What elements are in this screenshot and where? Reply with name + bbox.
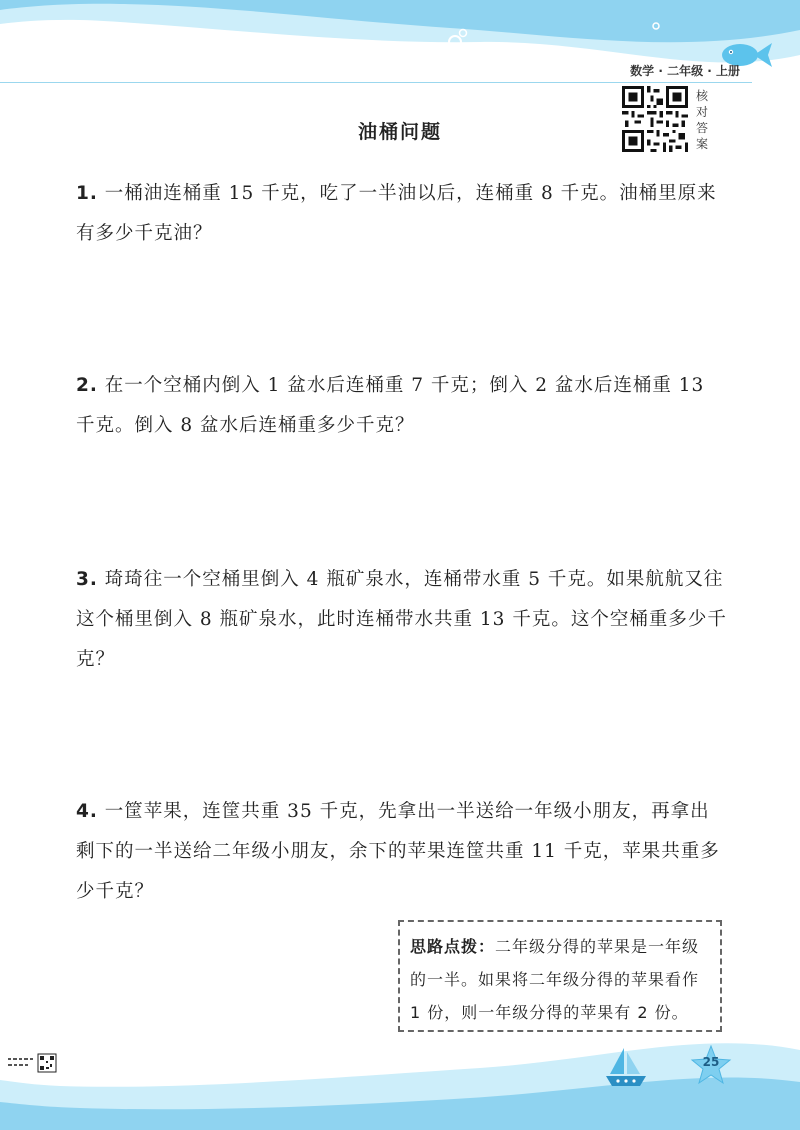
question-text: 一筐苹果，连筐共重 35 千克，先拿出一半送给一年级小朋友，再拿出剩下的一半送给二年级小朋友，余下的苹果连筐共重 11 千克，苹果共重多少千克？	[76, 801, 720, 902]
question-number: 3.	[76, 569, 98, 590]
page-number: 25	[702, 1055, 720, 1069]
top-wave-decoration	[0, 0, 800, 95]
question-text: 琦琦往一个空桶里倒入 4 瓶矿泉水，连桶带水重 5 千克。如果航航又往这个桶里倒入 8 瓶矿泉水，此时连桶带水共重 13 千克。这个空桶重多少千克？	[76, 569, 727, 670]
question-number: 2.	[76, 375, 98, 396]
series-label: 数学 · 二年级 · 上册	[630, 64, 740, 78]
question-3	[76, 560, 728, 680]
question-text: 一桶油连桶重 15 千克，吃了一半油以后，连桶重 8 千克。油桶里原来有多少千克油？	[76, 183, 717, 244]
header-divider	[0, 82, 752, 83]
qr-caption: 核对答案	[696, 89, 709, 151]
hint-text: 二年级分得的苹果是一年级的一半。如果将二年级分得的苹果看作 1 份，则一年级分得的苹果有 2 份。	[410, 937, 700, 1022]
question-1	[76, 174, 728, 254]
hint-label: 思路点拨：	[410, 937, 496, 956]
bottom-wave-decoration	[0, 1020, 800, 1130]
question-number: 4.	[76, 801, 98, 822]
question-4	[76, 792, 728, 912]
sailboat-icon	[602, 1046, 650, 1090]
page-title: 油桶问题	[357, 121, 442, 143]
publisher-mark-icon	[8, 1052, 58, 1078]
hint-box	[398, 920, 722, 1032]
question-text: 在一个空桶内倒入 1 盆水后连桶重 7 千克；倒入 2 盆水后连桶重 13 千克。倒入 8 盆水后连桶重多少千克？	[76, 375, 705, 436]
question-number: 1.	[76, 183, 98, 204]
question-2	[76, 366, 728, 446]
